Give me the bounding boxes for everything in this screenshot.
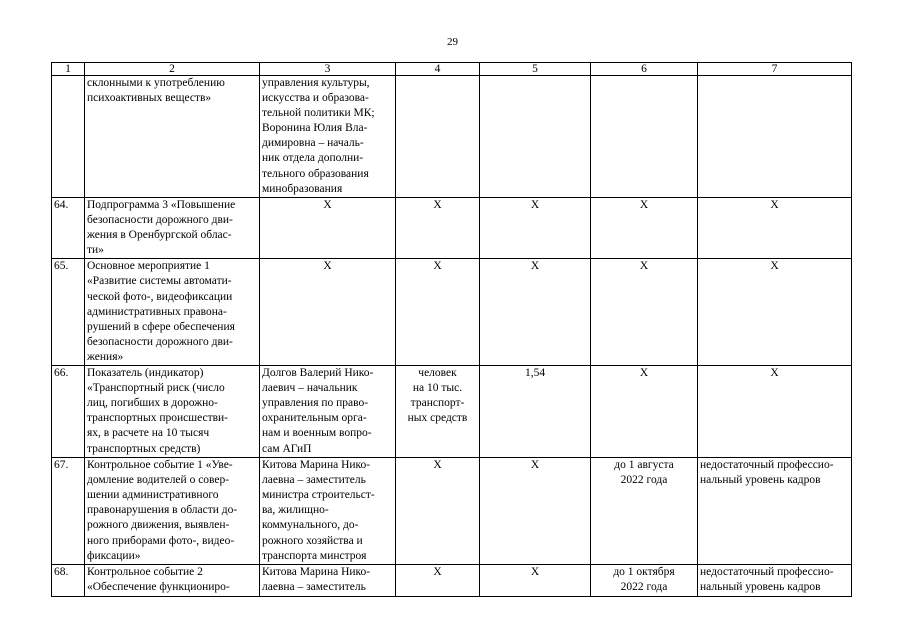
column-number: 3 — [260, 63, 396, 76]
column-number: 7 — [698, 63, 852, 76]
unit-of-measure: X — [433, 260, 442, 273]
table-row — [52, 564, 852, 596]
responsible-person: X — [323, 260, 332, 273]
row-number: 66. — [54, 367, 69, 380]
column-number-row — [52, 63, 852, 76]
table-row — [52, 259, 852, 366]
target-value: X — [530, 260, 540, 273]
row-number: 68. — [54, 565, 69, 578]
risk-description: недостаточный профессио- нальный уровень кадров — [700, 459, 834, 487]
unit-of-measure: X — [433, 459, 442, 472]
deadline: до 1 августа 2022 года — [614, 459, 674, 487]
item-name: склонными к употреблению психоактивных веществ» — [87, 77, 225, 105]
responsible-person: X — [323, 199, 332, 211]
deadline: X — [639, 367, 649, 380]
row-number: 65. — [54, 260, 69, 273]
risk-description: недостаточный профессио- нальный уровень кадров — [700, 565, 834, 593]
deadline: до 1 октября 2022 года — [613, 565, 675, 593]
column-number: 2 — [85, 63, 260, 76]
risk-description: X — [770, 260, 779, 273]
unit-of-measure: X — [433, 199, 442, 211]
column-number: 5 — [480, 63, 591, 76]
column-number: 4 — [396, 63, 480, 76]
responsible-person: Китова Марина Нико- лаевна – заместитель — [262, 565, 371, 593]
item-name: Основное мероприятие 1 «Развитие системы автомати- ческой фото-, видеофиксации административных правона- рушений в сфере обеспечения безопасности дорожного дви- жения» — [87, 260, 235, 363]
target-value: 1,54 — [524, 367, 546, 380]
document-table — [51, 62, 852, 597]
item-name: Подпрограмма 3 «Повышение безопасности дорожного дви- жения в Оренбургской облас- ти» — [87, 199, 236, 257]
responsible-person: Китова Марина Нико- лаевна – заместитель министра строительст- ва, жилищно- коммунального, до- рожного хозяйства и транспорта минстроя — [262, 459, 375, 562]
responsible-person: Долгов Валерий Нико- лаевич – начальник управления по право- охранительным орга- нам и военным вопро- сам АГиП — [262, 367, 374, 455]
page-number: 29 — [447, 36, 458, 48]
column-number: 1 — [52, 63, 85, 76]
table-row — [52, 458, 852, 565]
table-row — [52, 366, 852, 458]
row-number: 67. — [54, 459, 69, 472]
unit-of-measure: X — [433, 565, 442, 578]
risk-description: X — [770, 367, 779, 380]
deadline: X — [639, 199, 649, 211]
table-row — [52, 76, 852, 198]
risk-description: X — [770, 199, 779, 211]
column-number: 6 — [591, 63, 698, 76]
target-value: X — [530, 199, 540, 211]
unit-of-measure: человек на 10 тыс. транспорт- ных средств — [407, 367, 468, 425]
item-name: Контрольное событие 1 «Уве- домление водителей о совер- шении административного правонарушения в области до- рожного движения, выявлен- ного приборами фото-, видео- фиксации» — [87, 459, 238, 562]
responsible-person: управления культуры, искусства и образова- тельной политики МК; Воронина Юлия Вла- димировна – началь- ник отдела дополни- тельного образования минобразования — [262, 77, 375, 195]
item-name: Контрольное событие 2 «Обеспечение функциониро- — [87, 565, 230, 593]
row-number: 64. — [54, 199, 69, 211]
target-value: X — [530, 459, 540, 472]
table-row — [52, 198, 852, 259]
target-value: X — [530, 565, 540, 578]
deadline: X — [639, 260, 649, 273]
item-name: Показатель (индикатор) «Транспортный риск (число лиц, погибших в дорожно- транспортных происшестви- ях, в расчете на 10 тысяч транспортных средств) — [87, 367, 229, 455]
